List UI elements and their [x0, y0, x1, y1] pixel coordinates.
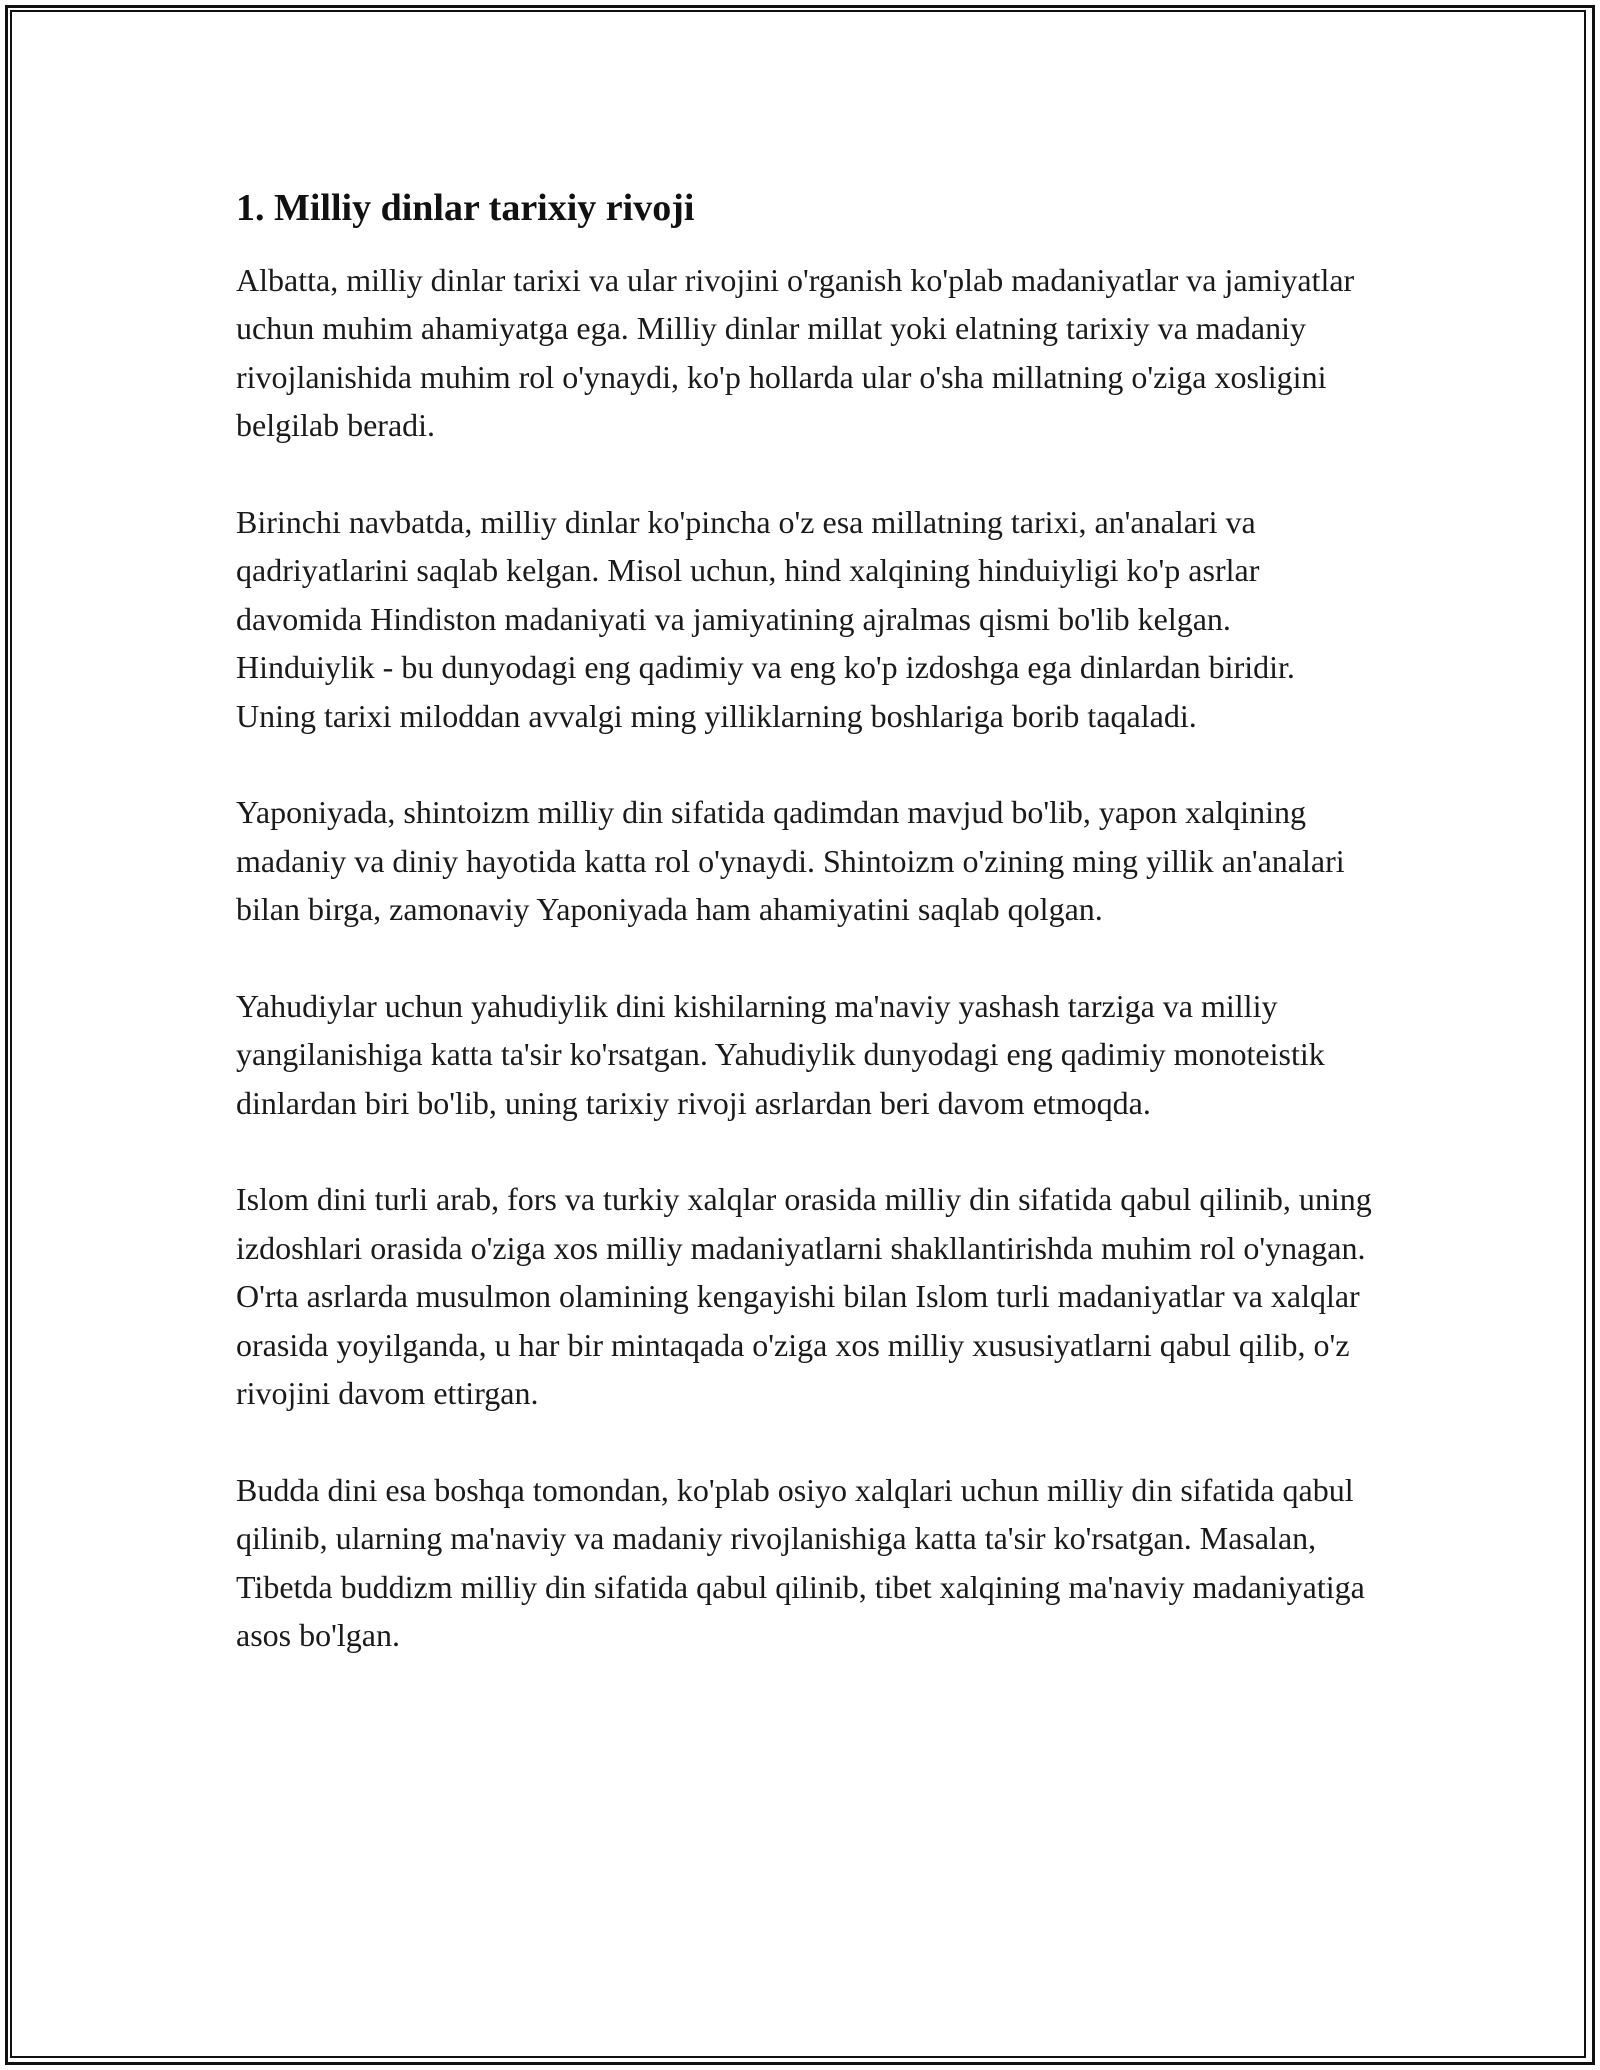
paragraph-islam: Islom dini turli arab, fors va turkiy xalqlar orasida milliy din sifatida qabul qilinib, uning izdoshlari orasida o'ziga xos milliy madaniyatlarni shakllantirishda muhim rol o'ynagan. O'rta asrlarda musulmon olamining kengayishi bilan Islom turli madaniyatlar va xalqlar orasida yoyilganda, u har bir mintaqada o'ziga xos milliy xususiyatlarni qabul qilib, o'z rivojini davom ettirgan.	[236, 1181, 1372, 1412]
paragraph-buddhism: Budda dini esa boshqa tomondan, ko'plab osiyo xalqlari uchun milliy din sifatida qabul qilinib, ularning ma'naviy va madaniy rivojlanishiga katta ta'sir ko'rsatgan. Masalan, Tibetda buddizm milliy din sifatida qabul qilinib, tibet xalqining ma'naviy madaniyatiga asos bo'lgan.	[236, 1471, 1365, 1654]
document-page	[236, 186, 1376, 1708]
paragraph-judaism: Yahudiylar uchun yahudiylik dini kishilarning ma'naviy yashash tarziga va milliy yangilanishiga katta ta'sir ko'rsatgan. Yahudiylik dunyodagi eng qadimiy monoteistik dinlardan biri bo'lib, uning tarixiy rivoji asrlardan beri davom etmoqda.	[236, 987, 1325, 1121]
paragraph-shintoism: Yaponiyada, shintoizm milliy din sifatida qadimdan mavjud bo'lib, yapon xalqining madaniy va diniy hayotida katta rol o'ynaydi. Shintoizm o'zining ming yillik an'analari bilan birga, zamonaviy Yaponiyada ham ahamiyatini saqlab qolgan.	[236, 794, 1345, 928]
paragraph-intro: Albatta, milliy dinlar tarixi va ular rivojini o'rganish ko'plab madaniyatlar va jamiyatlar uchun muhim ahamiyatga ega. Milliy dinlar millat yoki elatning tarixiy va madaniy rivojlanishida muhim rol o'ynaydi, ko'p hollarda ular o'sha millatning o'ziga xosligini belgilab beradi.	[236, 261, 1355, 444]
paragraph-hinduism: Birinchi navbatda, milliy dinlar ko'pincha o'z esa millatning tarixi, an'analari va qadriyatlarini saqlab kelgan. Misol uchun, hind xalqining hinduiyligi ko'p asrlar davomida Hindiston madaniyati va jamiyatining ajralmas qismi bo'lib kelgan. Hinduiylik - bu dunyodagi eng qadimiy va eng ko'p izdoshga ega dinlardan biridir. Uning tarixi miloddan avvalgi ming yilliklarning boshlariga borib taqaladi.	[236, 503, 1295, 734]
section-heading: 1. Milliy dinlar tarixiy rivoji	[236, 187, 695, 229]
